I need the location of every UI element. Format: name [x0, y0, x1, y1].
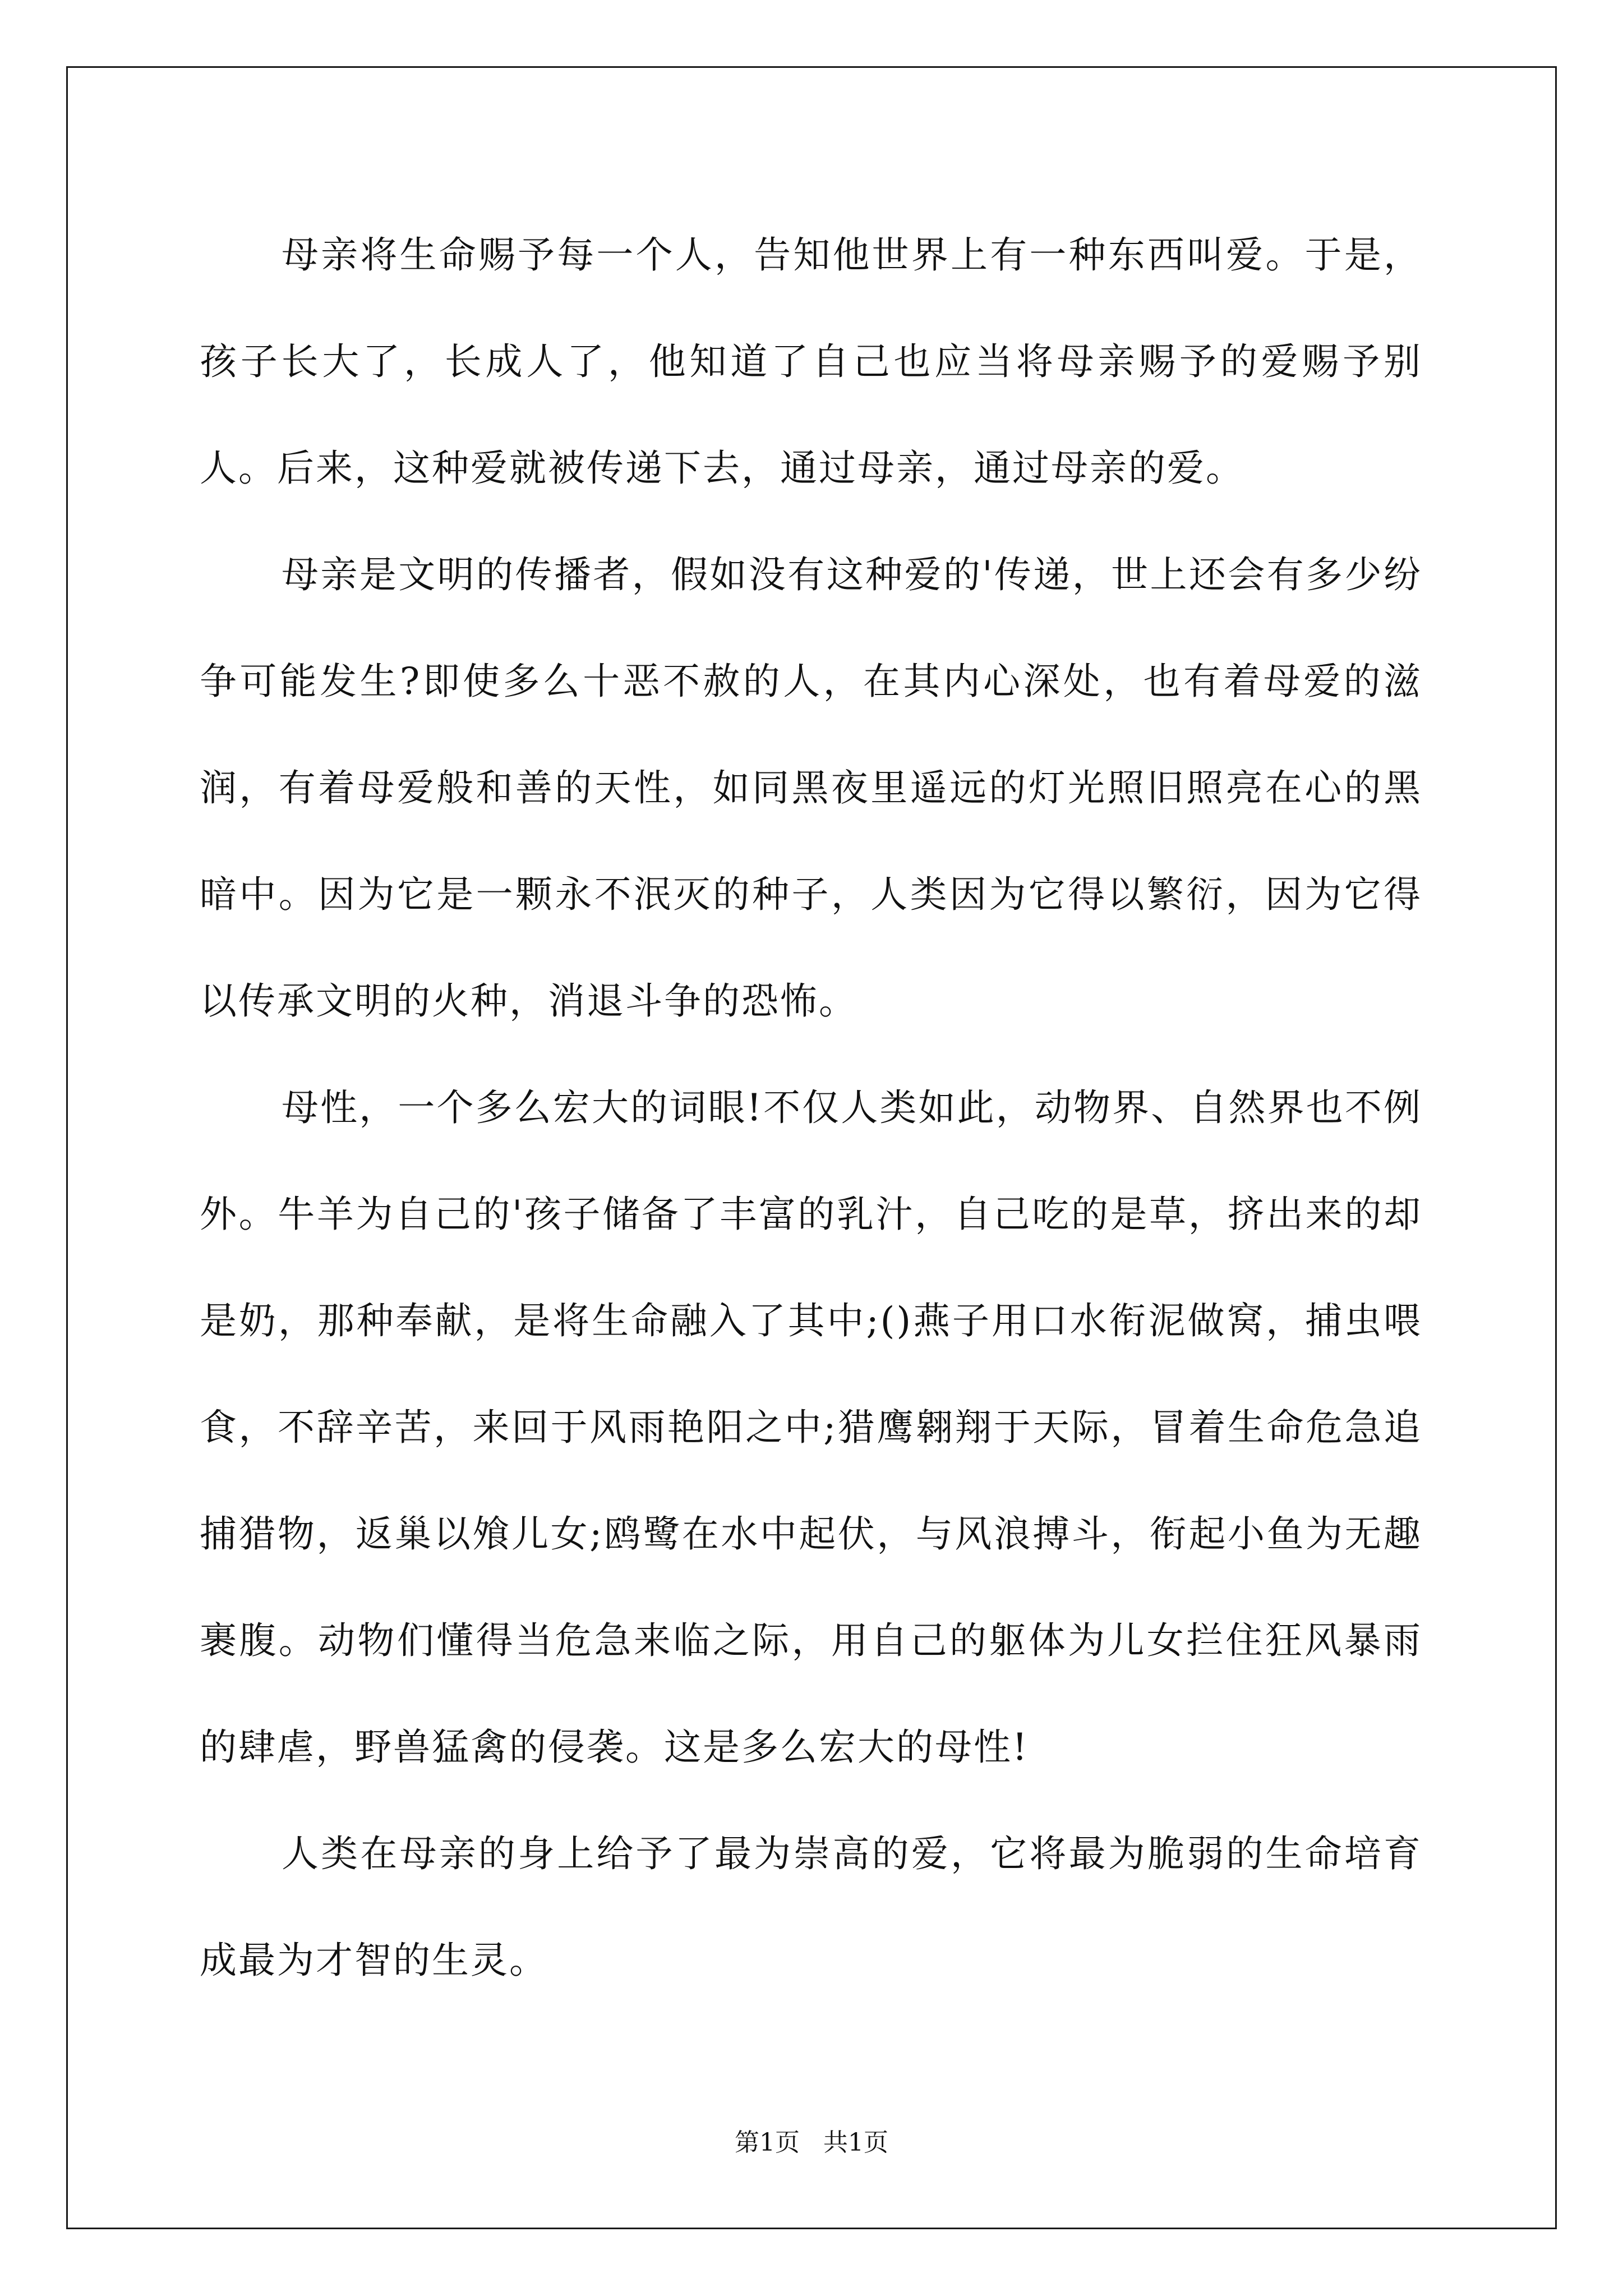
paragraph-2: 母亲是文明的传播者，假如没有这种爱的'传递，世上还会有多少纷争可能发生?即使多么十恶不赦的人，在其内心深处，也有着母爱的滋润，有着母爱般和善的天性，如同黑夜里遥远的灯光照旧照亮在心的黑暗中。因为它是一颗永不泯灭的种子，人类因为它得以繁衍，因为它得以传承文明的火种，消退斗争的恐怖。: [200, 553, 1422, 1023]
paragraph-3: 母性，一个多么宏大的词眼!不仅人类如此，动物界、自然界也不例外。牛羊为自己的'孩子储备了丰富的乳汁，自己吃的是草，挤出来的却是奶，那种奉献，是将生命融入了其中;()燕子用口水衔泥做窝，捕虫喂食，不辞辛苦，来回于风雨艳阳之中;猎鹰翱翔于天际，冒着生命危急追捕猎物，返巢以飧儿女;鸥鹭在水中起伏，与风浪搏斗，衔起小鱼为无趣裹腹。动物们懂得当危急来临之际，用自己的躯体为儿女拦住狂风暴雨的肆虐，野兽猛禽的侵袭。这是多么宏大的母性!: [200, 1086, 1422, 1769]
paragraph-4: 人类在母亲的身上给予了最为崇高的爱，它将最为脆弱的生命培育成最为才智的生灵。: [200, 1832, 1422, 1982]
paragraph-1: 母亲将生命赐予每一个人，告知他世界上有一种东西叫爱。于是，孩子长大了，长成人了，他知道了自己也应当将母亲赐予的爱赐予别人。后来，这种爱就被传递下去，通过母亲，通过母亲的爱。: [200, 233, 1422, 490]
page-footer: 第1页 共1页: [735, 2128, 888, 2157]
document-body: [200, 202, 1422, 2014]
